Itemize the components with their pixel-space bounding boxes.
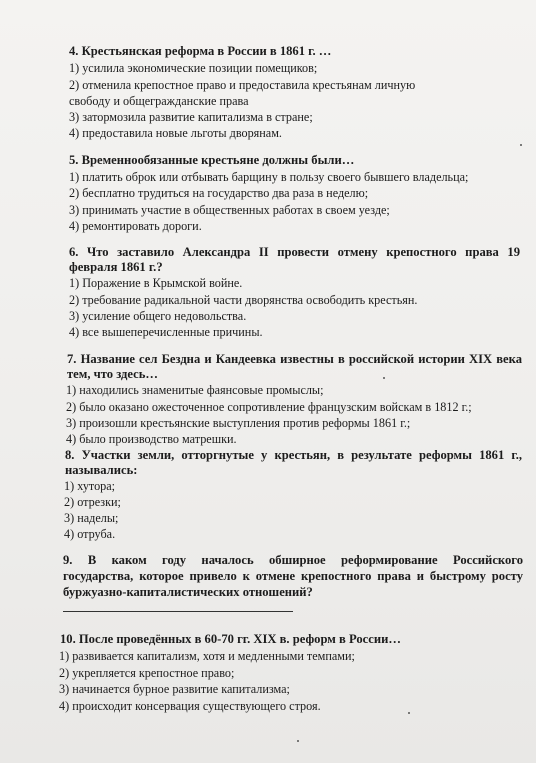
question-4-option-4: 4) предоставила новые льготы дворянам. (69, 126, 282, 140)
question-4-option-1: 1) усилила экономические позиции помещиков; (69, 61, 318, 75)
answer-blank-line (63, 611, 293, 612)
question-8-option-4: 4) отруба. (64, 527, 116, 541)
question-6-title-line-1: 6. Что заставило Александра II провести отмену крепостного права 19 (69, 245, 520, 259)
question-8-option-1: 1) хутора; (64, 479, 116, 493)
question-7-option-2: 2) было оказано ожесточенное сопротивление французским войскам в 1812 г.; (66, 400, 472, 414)
question-8-title-line-1: 8. Участки земли, отторгнутые у крестьян, в результате реформы 1861 г., (65, 448, 522, 462)
question-9-title-line-1: 9. В каком году началось обширное реформирование Российского (63, 553, 523, 567)
question-4-option-2: 2) отменила крепостное право и предоставила крестьянам личную (69, 78, 416, 92)
question-7-option-3: 3) произошли крестьянские выступления против реформы 1861 г.; (66, 416, 411, 430)
question-10-option-2: 2) укрепляется крепостное право; (59, 666, 235, 680)
question-6-option-2: 2) требование радикальной части дворянства освободить крестьян. (69, 293, 418, 307)
question-5-option-3: 3) принимать участие в общественных работах в своем уезде; (69, 203, 390, 217)
stray-mark (383, 377, 385, 379)
question-8-title-line-2: назывались: (65, 463, 138, 477)
stray-mark (520, 144, 522, 146)
question-6-option-1: 1) Поражение в Крымской войне. (69, 276, 243, 290)
question-6-option-4: 4) все вышеперечисленные причины. (69, 325, 263, 339)
question-5-option-1: 1) платить оброк или отбывать барщину в пользу своего бывшего владельца; (69, 170, 469, 184)
stray-mark (408, 712, 410, 714)
question-4-option-3: 3) затормозила развитие капитализма в стране; (69, 110, 313, 124)
question-9-title-line-3: буржуазно-капиталистических отношений? (63, 585, 313, 599)
stray-mark (297, 740, 299, 742)
question-6-title-line-2: февраля 1861 г.? (69, 260, 163, 274)
question-5-option-4: 4) ремонтировать дороги. (69, 219, 202, 233)
question-7-title-line-2: тем, что здесь… (67, 367, 159, 381)
question-7-title-line-1: 7. Название сел Бездна и Кандеевка известны в российской истории XIX века (67, 352, 522, 366)
question-9-title-line-2: государства, которое привело к отмене крепостного права и быстрому росту (63, 569, 523, 583)
question-4-option-2-continued: свободу и общегражданские права (69, 94, 249, 108)
question-5-option-2: 2) бесплатно трудиться на государство два раза в неделю; (69, 186, 369, 200)
question-10-title: 10. После проведённых в 60-70 гг. XIX в. реформ в России… (60, 632, 401, 646)
question-5-title: 5. Временнообязанные крестьяне должны были… (69, 153, 355, 167)
question-4-title: 4. Крестьянская реформа в России в 1861 г. … (69, 44, 332, 58)
question-10-option-3: 3) начинается бурное развитие капитализма; (59, 682, 290, 696)
question-8-option-3: 3) наделы; (64, 511, 119, 525)
question-7-option-4: 4) было производство матрешки. (66, 432, 237, 446)
question-10-option-4: 4) происходит консервация существующего строя. (59, 699, 321, 713)
question-10-option-1: 1) развивается капитализм, хотя и медленными темпами; (59, 649, 355, 663)
question-6-option-3: 3) усиление общего недовольства. (69, 309, 247, 323)
question-7-option-1: 1) находились знаменитые фаянсовые промыслы; (66, 383, 324, 397)
question-8-option-2: 2) отрезки; (64, 495, 121, 509)
